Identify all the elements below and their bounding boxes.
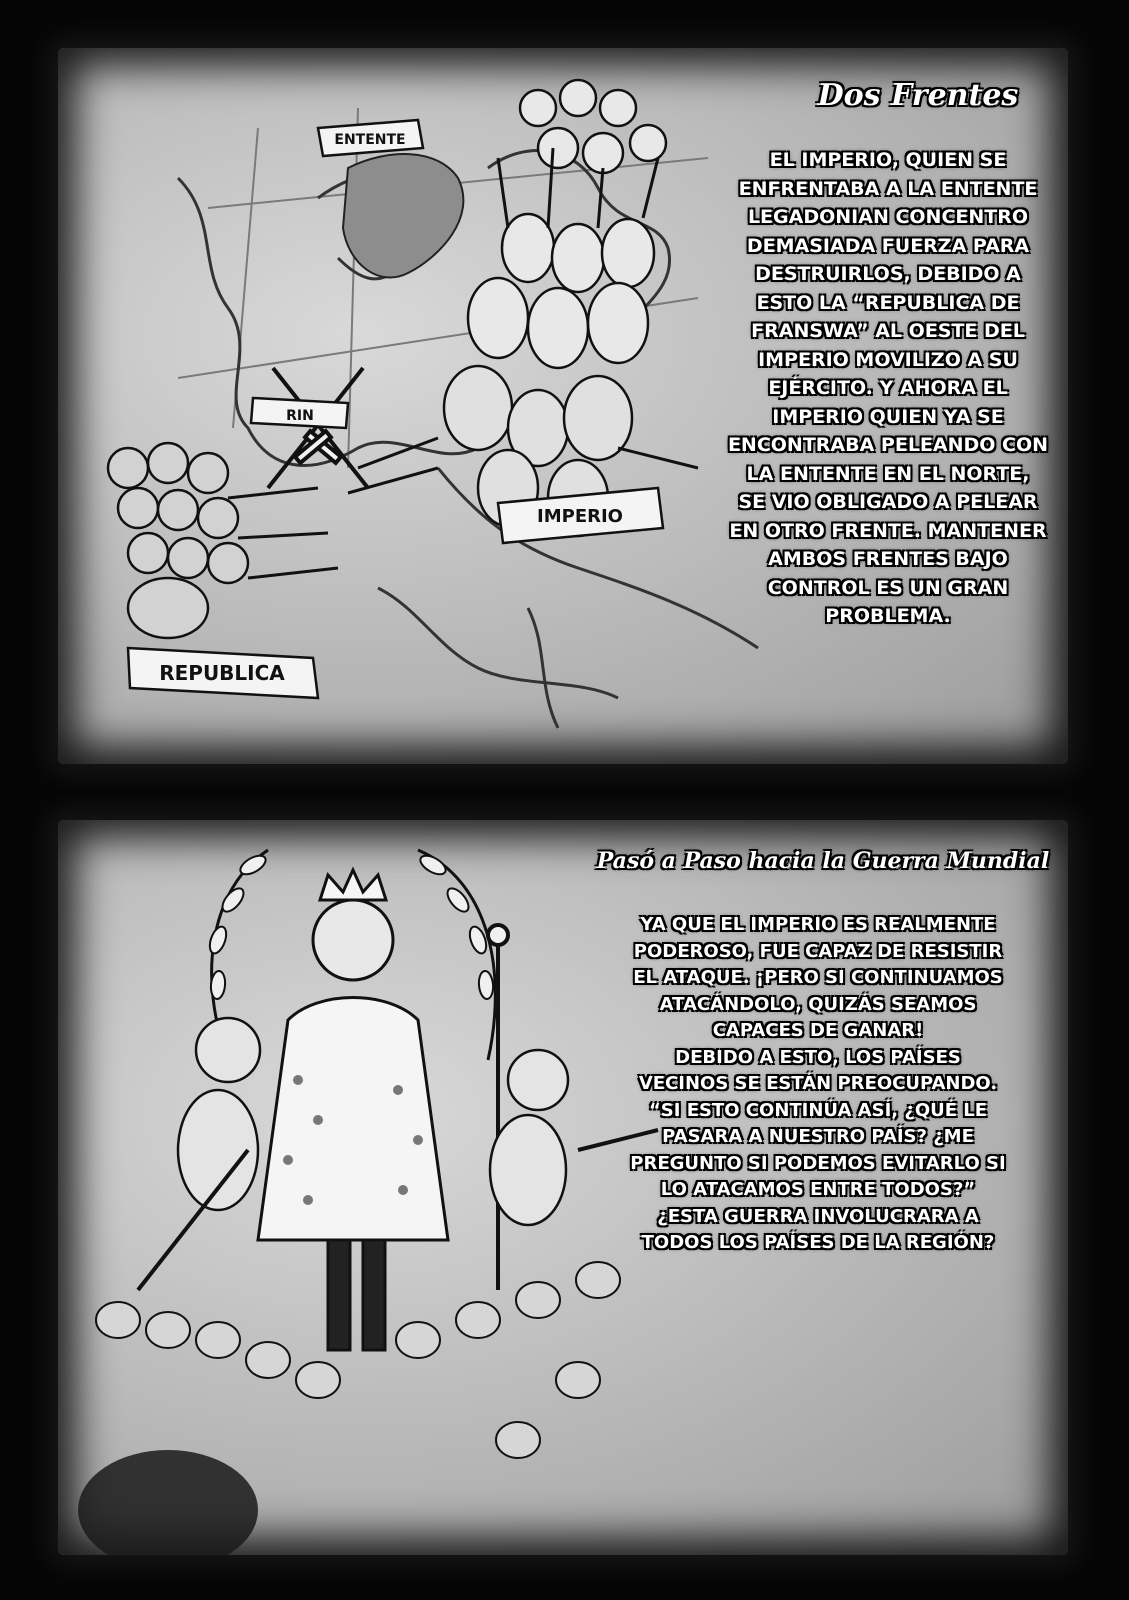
ribbon-rin [251, 398, 348, 428]
marching-army [96, 1262, 620, 1458]
label-rin: RIN [286, 408, 314, 424]
panel-title: Dos Frentes [817, 78, 1019, 113]
ribbon-entente [318, 120, 423, 156]
republic-army [108, 443, 248, 638]
label-republica: REPUBLICA [159, 661, 285, 685]
label-entente: ENTENTE [334, 132, 406, 148]
crossed-swords-icon [268, 368, 368, 488]
panel-title: Pasó a Paso hacia la Guerra Mundial [596, 848, 1050, 874]
imperial-army-north [468, 80, 666, 368]
label-imperio: IMPERIO [537, 506, 623, 527]
ribbon-republica [128, 648, 318, 698]
sea-area [343, 154, 463, 277]
narration-text: YA QUE EL IMPERIO ES REALMENTE PODEROSO, FUE CAPAZ DE RESISTIR EL ATAQUE. ¡PERO SI CONTINUAMOS ATACÁNDOLO, QUIZÁS SEAMOS CAPACES DE GANAR! DEBIDO A ESTO, LOS PAÍSES VECINOS SE ESTÁN PREOCUPANDO. “SI ESTO CONTINÚA ASÍ, ¿QUÉ LE PASARA A NUESTRO PAÍS? ¿ME PREGUNTO SI PODEMOS EVITARLO SI LO ATACAMOS ENTRE TODOS?” ¿ESTA GUERRA INVOLUCRARA A TODOS LOS PAÍSES DE LA REGIÓN? [630, 914, 1006, 1253]
panel-step-to-world-war [58, 820, 1068, 1555]
smoke-shadow [78, 1450, 258, 1555]
emperor-figure [258, 870, 448, 1350]
narration-text: EL IMPERIO, QUIEN SE ENFRENTABA A LA ENTENTE LEGADONIAN CONCENTRO DEMASIADA FUERZA PARA DESTRUIRLOS, DEBIDO A ESTO LA “REPUBLICA DE FRANSWA” AL OESTE DEL IMPERIO MOVILIZO A SU EJÉRCITO. Y AHORA EL IMPERIO QUIEN YA SE ENCONTRABA PELEANDO CON LA ENTENTE EN EL NORTE, SE VIO OBLIGADO A PELEAR EN OTRO FRENTE. MANTENER AMBOS FRENTES BAJO CONTROL ES UN GRAN PROBLEMA. [727, 149, 1049, 627]
panel-two-fronts [58, 48, 1068, 764]
